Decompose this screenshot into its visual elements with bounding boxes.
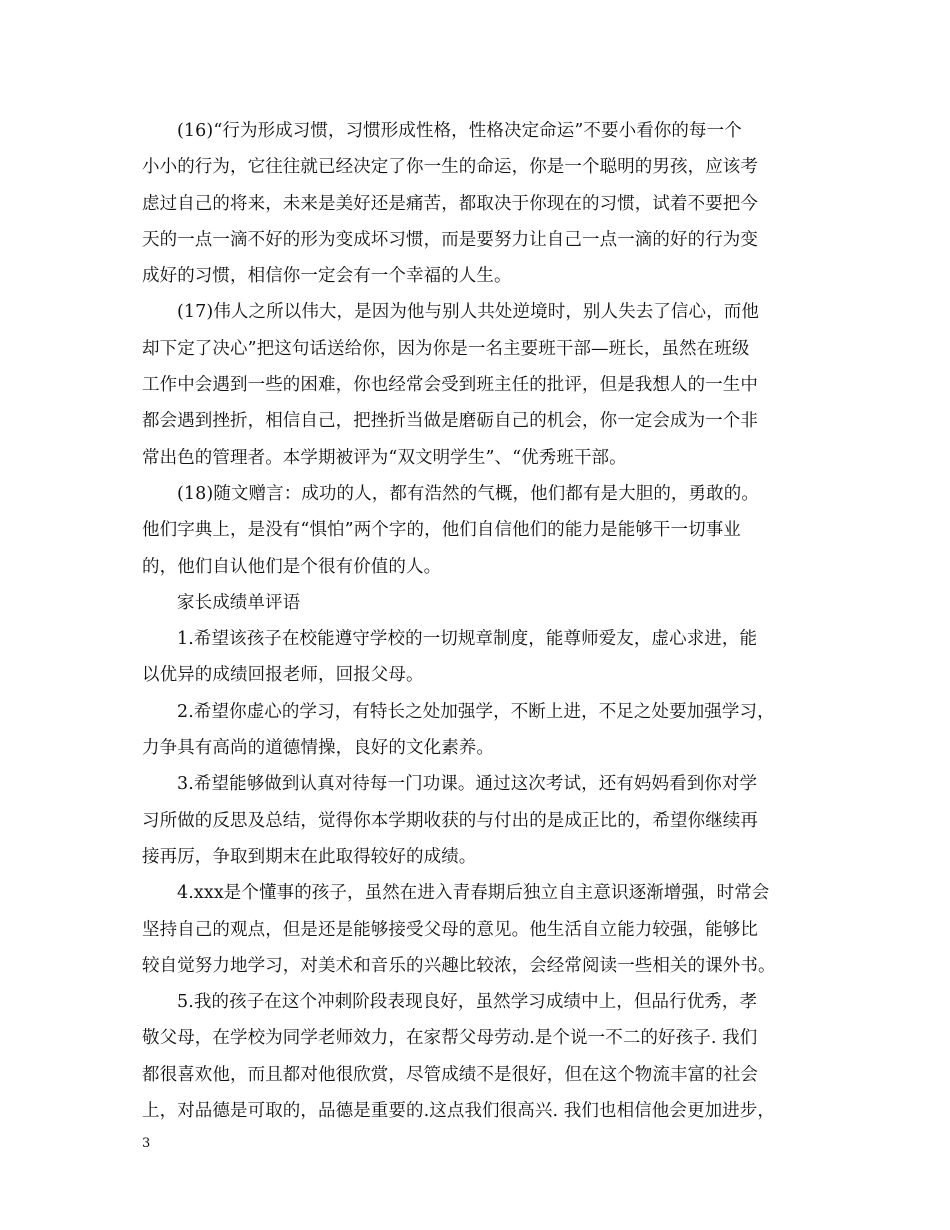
text-line: 成好的习惯，相信你一定会有一个幸福的人生。 <box>142 266 512 287</box>
text-line: 上，对品德是可取的，品德是重要的.这点我们很高兴. 我们也相信他会更加进步， <box>142 1101 775 1122</box>
text-line: 工作中会遇到一些的困难，你也经常会受到班主任的批评，但是我想人的一生中 <box>142 375 758 396</box>
document-body <box>142 113 814 1129</box>
text-line: 的，他们自认他们是个很有价值的人。 <box>142 556 442 577</box>
text-line: 习所做的反思及总结，觉得你本学期收获的与付出的是成正比的，希望你继续再 <box>142 810 758 831</box>
text-line: 却下定了决心”把这句话送给你，因为你是一名主要班干部—班长，虽然在班级 <box>142 338 750 359</box>
text-line: 坚持自己的观点，但是还是能够接受父母的意见。他生活自立能力较强，能够比 <box>142 919 758 940</box>
text-line: (16)“行为形成习惯，习惯形成性格，性格决定命运”不要小看你的每一个 <box>177 121 742 141</box>
text-line: 天的一点一滴不好的形为变成坏习惯，而是要努力让自己一点一滴的好的行为变 <box>142 229 758 250</box>
text-line: 都会遇到挫折，相信自己，把挫折当做是磨砺自己的机会，你一定会成为一个非 <box>142 411 758 432</box>
text-line: 3.希望能够做到认真对待每一门功课。通过这次考试，还有妈妈看到你对学 <box>177 774 758 795</box>
page-number: 3 <box>142 1136 151 1151</box>
text-line: 接再厉，争取到期末在此取得较好的成绩。 <box>142 846 477 867</box>
text-line: 都很喜欢他，而且都对他很欣赏，尽管成绩不是很好，但在这个物流丰富的社会 <box>142 1064 758 1085</box>
text-line: (18)随文赠言：成功的人，都有浩然的气概，他们都有是大胆的，勇敢的。 <box>177 483 759 504</box>
text-line: 4.xxx是个懂事的孩子，虽然在进入青春期后独立自主意识逐渐增强，时常会 <box>177 883 770 904</box>
text-line: 小小的行为，它往往就已经决定了你一生的命运，你是一个聪明的男孩，应该考 <box>142 157 758 178</box>
text-line: 他们字典上，是没有“惧怕”两个字的，他们自信他们的能力是能够干一切事业 <box>142 520 741 541</box>
text-line: 以优异的成绩回报老师，回报父母。 <box>142 665 424 686</box>
text-line: 力争具有高尚的道德情操，良好的文化素养。 <box>142 738 494 759</box>
text-line: 1.希望该孩子在校能遵守学校的一切规章制度，能尊师爱友，虚心求进，能 <box>177 629 758 650</box>
text-line: 2.希望你虚心的学习，有特长之处加强学，不断上进，不足之处要加强学习， <box>177 701 775 722</box>
text-line: 敬父母，在学校为同学老师效力，在家帮父母劳动.是个说一不二的好孩子. 我们 <box>142 1028 758 1049</box>
text-line: 5.我的孩子在这个冲刺阶段表现良好，虽然学习成绩中上，但品行优秀，孝 <box>177 992 758 1013</box>
text-line: 较自觉努力地学习，对美术和音乐的兴趣比较浓，会经常阅读一些相关的课外书。 <box>142 955 776 976</box>
text-line: 家长成绩单评语 <box>177 592 301 613</box>
text-line: 虑过自己的将来，未来是美好还是痛苦，都取决于你现在的习惯，试着不要把今 <box>142 193 758 214</box>
text-line: (17)伟人之所以伟大，是因为他与别人共处逆境时，别人失去了信心，而他 <box>177 302 759 323</box>
text-line: 常出色的管理者。本学期被评为“双文明学生”、“优秀班干部。 <box>142 447 627 468</box>
